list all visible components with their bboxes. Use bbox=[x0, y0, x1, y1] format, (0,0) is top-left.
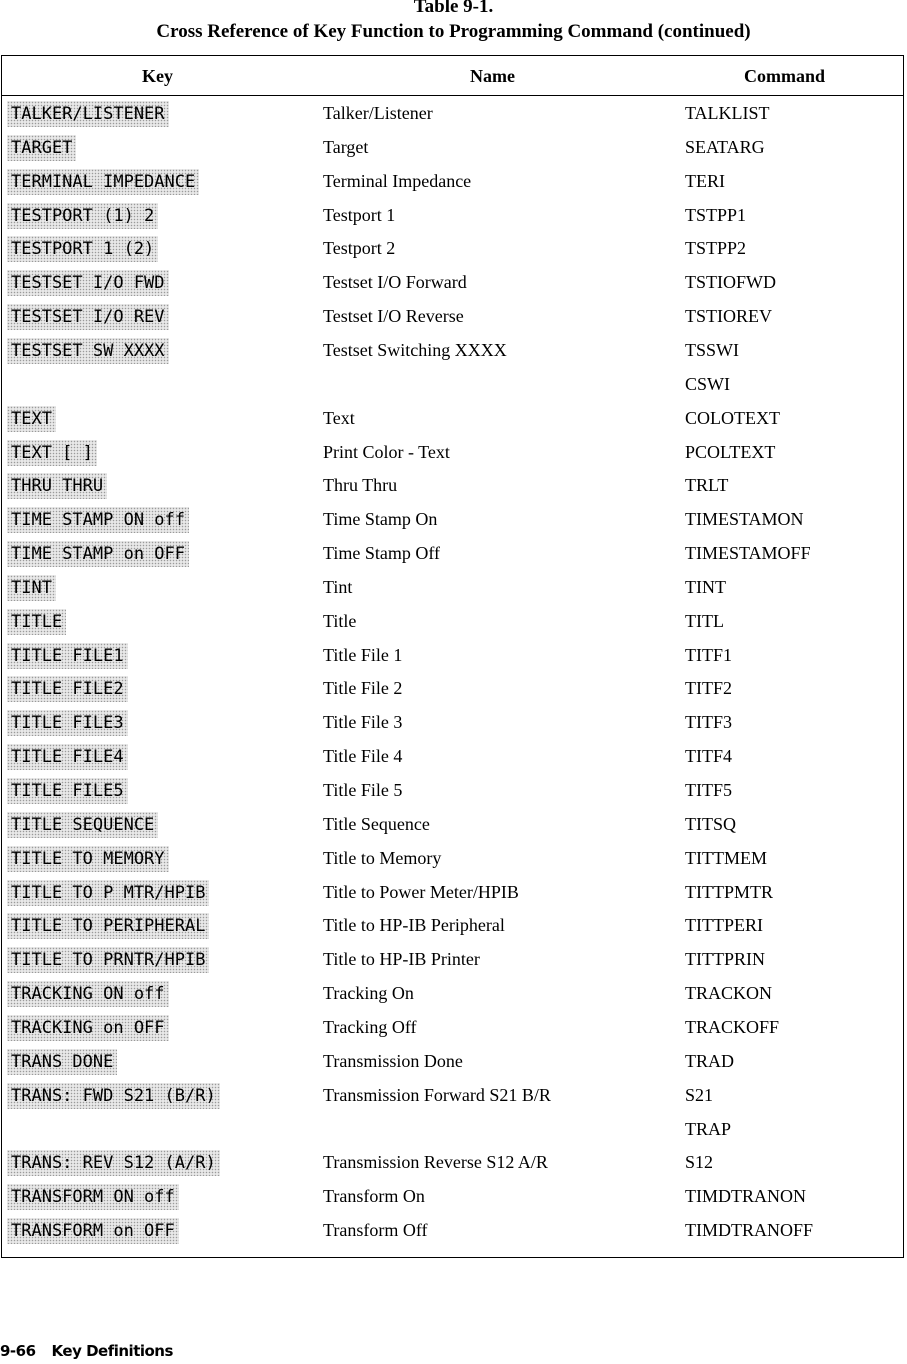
softkey-label: TEXT [ ] bbox=[7, 440, 97, 466]
softkey-label: TRANSFORM ON off bbox=[7, 1184, 179, 1210]
table-row bbox=[2, 1111, 903, 1145]
programming-command: TSTPP2 bbox=[685, 238, 747, 259]
softkey-label: TITLE FILE4 bbox=[7, 744, 128, 770]
table-row bbox=[2, 501, 903, 535]
function-name: Title to Memory bbox=[323, 847, 442, 868]
programming-command: S12 bbox=[685, 1152, 714, 1173]
function-name: Tracking Off bbox=[323, 1016, 417, 1037]
function-name: Target bbox=[323, 136, 369, 157]
function-name: Transmission Forward S21 B/R bbox=[323, 1084, 551, 1105]
function-name: Time Stamp Off bbox=[323, 543, 441, 564]
function-name: Title File 1 bbox=[323, 644, 403, 665]
table-row bbox=[2, 941, 903, 975]
softkey-label: TESTSET I/O REV bbox=[7, 304, 169, 330]
function-name: Transmission Done bbox=[323, 1050, 463, 1071]
softkey-label: TRANS: REV S12 (A/R) bbox=[7, 1150, 220, 1176]
function-name: Transform On bbox=[323, 1186, 425, 1207]
table-row bbox=[2, 95, 903, 129]
softkey-label: TITLE SEQUENCE bbox=[7, 812, 158, 838]
table-row bbox=[2, 400, 903, 434]
softkey-label: TITLE TO P MTR/HPIB bbox=[7, 880, 209, 906]
table-row bbox=[2, 1144, 903, 1178]
function-name: Text bbox=[323, 407, 355, 428]
function-name: Title to HP-IB Peripheral bbox=[323, 915, 505, 936]
section-name: Key Definitions bbox=[51, 1342, 173, 1360]
softkey-label: TITLE FILE1 bbox=[7, 643, 128, 669]
table-row bbox=[2, 230, 903, 264]
programming-command: TITF4 bbox=[685, 746, 732, 767]
table-row bbox=[2, 637, 903, 671]
function-name: Transmission Reverse S12 A/R bbox=[323, 1152, 548, 1173]
function-name: Title to Power Meter/HPIB bbox=[323, 881, 519, 902]
table-row bbox=[2, 1043, 903, 1077]
softkey-label: TRACKING ON off bbox=[7, 981, 169, 1007]
softkey-label: TESTPORT 1 (2) bbox=[7, 236, 158, 262]
programming-command: TSTIOREV bbox=[685, 306, 772, 327]
page-footer bbox=[0, 1342, 173, 1360]
softkey-label: TRANS DONE bbox=[7, 1049, 117, 1075]
programming-command: TRAD bbox=[685, 1050, 734, 1071]
programming-command: TRACKON bbox=[685, 983, 773, 1004]
softkey-label: TRANSFORM on OFF bbox=[7, 1218, 179, 1244]
softkey-label: TITLE FILE3 bbox=[7, 710, 128, 736]
function-name: Title File 3 bbox=[323, 712, 403, 733]
programming-command: TITTMEM bbox=[685, 847, 767, 868]
function-name: Title File 5 bbox=[323, 780, 403, 800]
programming-command: TITF2 bbox=[685, 678, 732, 699]
programming-command: TERI bbox=[685, 170, 725, 191]
table-row bbox=[2, 975, 903, 1009]
table-row bbox=[2, 603, 903, 637]
function-name: Testport 2 bbox=[323, 238, 396, 259]
softkey-label: TRANS: FWD S21 (B/R) bbox=[7, 1083, 220, 1109]
table-title: Cross Reference of Key Function to Programming Command (continued) bbox=[156, 21, 751, 42]
function-name: Talker/Listener bbox=[323, 103, 433, 123]
function-name: Transform Off bbox=[323, 1220, 428, 1241]
programming-command: TSSWI bbox=[685, 339, 739, 360]
programming-command: TALKLIST bbox=[685, 103, 770, 123]
softkey-label: THRU THRU bbox=[7, 473, 107, 499]
softkey-label: TITLE TO PRNTR/HPIB bbox=[7, 947, 209, 973]
programming-command: TITF1 bbox=[685, 644, 732, 665]
softkey-label: TITLE TO PERIPHERAL bbox=[7, 913, 209, 939]
table-row bbox=[2, 704, 903, 738]
function-name: Title File 2 bbox=[323, 678, 403, 699]
programming-command: TITTPRIN bbox=[685, 949, 765, 970]
function-name: Title bbox=[323, 610, 357, 631]
programming-command: TIMDTRANOFF bbox=[685, 1220, 814, 1241]
softkey-label: TITLE bbox=[7, 609, 66, 635]
programming-command: SEATARG bbox=[685, 136, 765, 157]
function-name: Testset Switching XXXX bbox=[323, 339, 507, 360]
programming-command: COLOTEXT bbox=[685, 407, 780, 428]
table-row bbox=[2, 298, 903, 332]
programming-command: TITL bbox=[685, 610, 724, 631]
softkey-label: TESTSET I/O FWD bbox=[7, 270, 169, 296]
table-row bbox=[2, 670, 903, 704]
programming-command: CSWI bbox=[685, 373, 730, 394]
header-name: Name bbox=[470, 66, 515, 86]
page-number: 9-66 bbox=[0, 1342, 36, 1360]
function-name: Print Color - Text bbox=[323, 441, 450, 462]
function-name: Tint bbox=[323, 576, 353, 597]
table-header bbox=[2, 56, 903, 96]
function-name: Terminal Impedance bbox=[323, 170, 472, 191]
programming-command: TRLT bbox=[685, 475, 729, 496]
function-name: Title to HP-IB Printer bbox=[323, 949, 480, 970]
table-row bbox=[2, 434, 903, 468]
softkey-label: TERMINAL IMPEDANCE bbox=[7, 169, 199, 195]
softkey-label: TALKER/LISTENER bbox=[7, 101, 169, 127]
programming-command: TIMESTAMON bbox=[685, 509, 804, 530]
table-row bbox=[2, 907, 903, 941]
programming-command: PCOLTEXT bbox=[685, 441, 776, 462]
programming-command: TITF3 bbox=[685, 712, 732, 733]
table-row bbox=[2, 1212, 903, 1246]
table-row bbox=[2, 197, 903, 231]
table-row bbox=[2, 840, 903, 874]
programming-command: TITF5 bbox=[685, 780, 732, 800]
table-row bbox=[2, 366, 903, 400]
table-row bbox=[2, 1178, 903, 1212]
softkey-label: TRACKING on OFF bbox=[7, 1015, 169, 1041]
programming-command: S21 bbox=[685, 1084, 714, 1105]
function-name: Testset I/O Forward bbox=[323, 272, 467, 293]
softkey-label: TITLE FILE2 bbox=[7, 676, 128, 702]
softkey-label: TEXT bbox=[7, 406, 56, 432]
programming-command: TRACKOFF bbox=[685, 1016, 780, 1037]
softkey-label: TINT bbox=[7, 575, 56, 601]
programming-command: TIMDTRANON bbox=[685, 1186, 806, 1207]
table-row bbox=[2, 1009, 903, 1043]
function-name: Title File 4 bbox=[323, 746, 403, 767]
function-name: Thru Thru bbox=[323, 475, 398, 496]
softkey-label: TARGET bbox=[7, 135, 76, 161]
softkey-label: TIME STAMP ON off bbox=[7, 507, 189, 533]
programming-command: TIMESTAMOFF bbox=[685, 543, 811, 564]
table-row bbox=[2, 772, 903, 806]
table-row bbox=[2, 569, 903, 603]
function-name: Tracking On bbox=[323, 983, 414, 1004]
table-row bbox=[2, 535, 903, 569]
table-row bbox=[2, 129, 903, 163]
programming-command: TSTPP1 bbox=[685, 204, 747, 225]
programming-command: TITTPMTR bbox=[685, 881, 773, 902]
programming-command: TINT bbox=[685, 576, 726, 597]
table-row bbox=[2, 738, 903, 772]
function-name: Testset I/O Reverse bbox=[323, 306, 464, 327]
softkey-label: TIME STAMP on OFF bbox=[7, 541, 189, 567]
programming-command: TITTPERI bbox=[685, 915, 763, 936]
header-command: Command bbox=[744, 66, 826, 86]
programming-command: TRAP bbox=[685, 1118, 732, 1139]
header-key: Key bbox=[142, 66, 173, 86]
table-row bbox=[2, 264, 903, 298]
programming-command: TITSQ bbox=[685, 813, 736, 834]
table-row bbox=[2, 163, 903, 197]
table-row bbox=[2, 1077, 903, 1111]
table-number: Table 9-1. bbox=[413, 0, 494, 17]
function-name: Title Sequence bbox=[323, 813, 430, 834]
softkey-label: TESTPORT (1) 2 bbox=[7, 203, 158, 229]
function-name: Time Stamp On bbox=[323, 509, 438, 530]
softkey-label: TITLE FILE5 bbox=[7, 778, 128, 804]
function-name: Testport 1 bbox=[323, 204, 396, 225]
table-row bbox=[2, 467, 903, 501]
cross-reference-table bbox=[1, 55, 904, 1258]
softkey-label: TESTSET SW XXXX bbox=[7, 338, 169, 364]
table-row bbox=[2, 332, 903, 366]
softkey-label: TITLE TO MEMORY bbox=[7, 846, 169, 872]
table-row bbox=[2, 874, 903, 908]
programming-command: TSTIOFWD bbox=[685, 272, 776, 293]
table-row bbox=[2, 806, 903, 840]
